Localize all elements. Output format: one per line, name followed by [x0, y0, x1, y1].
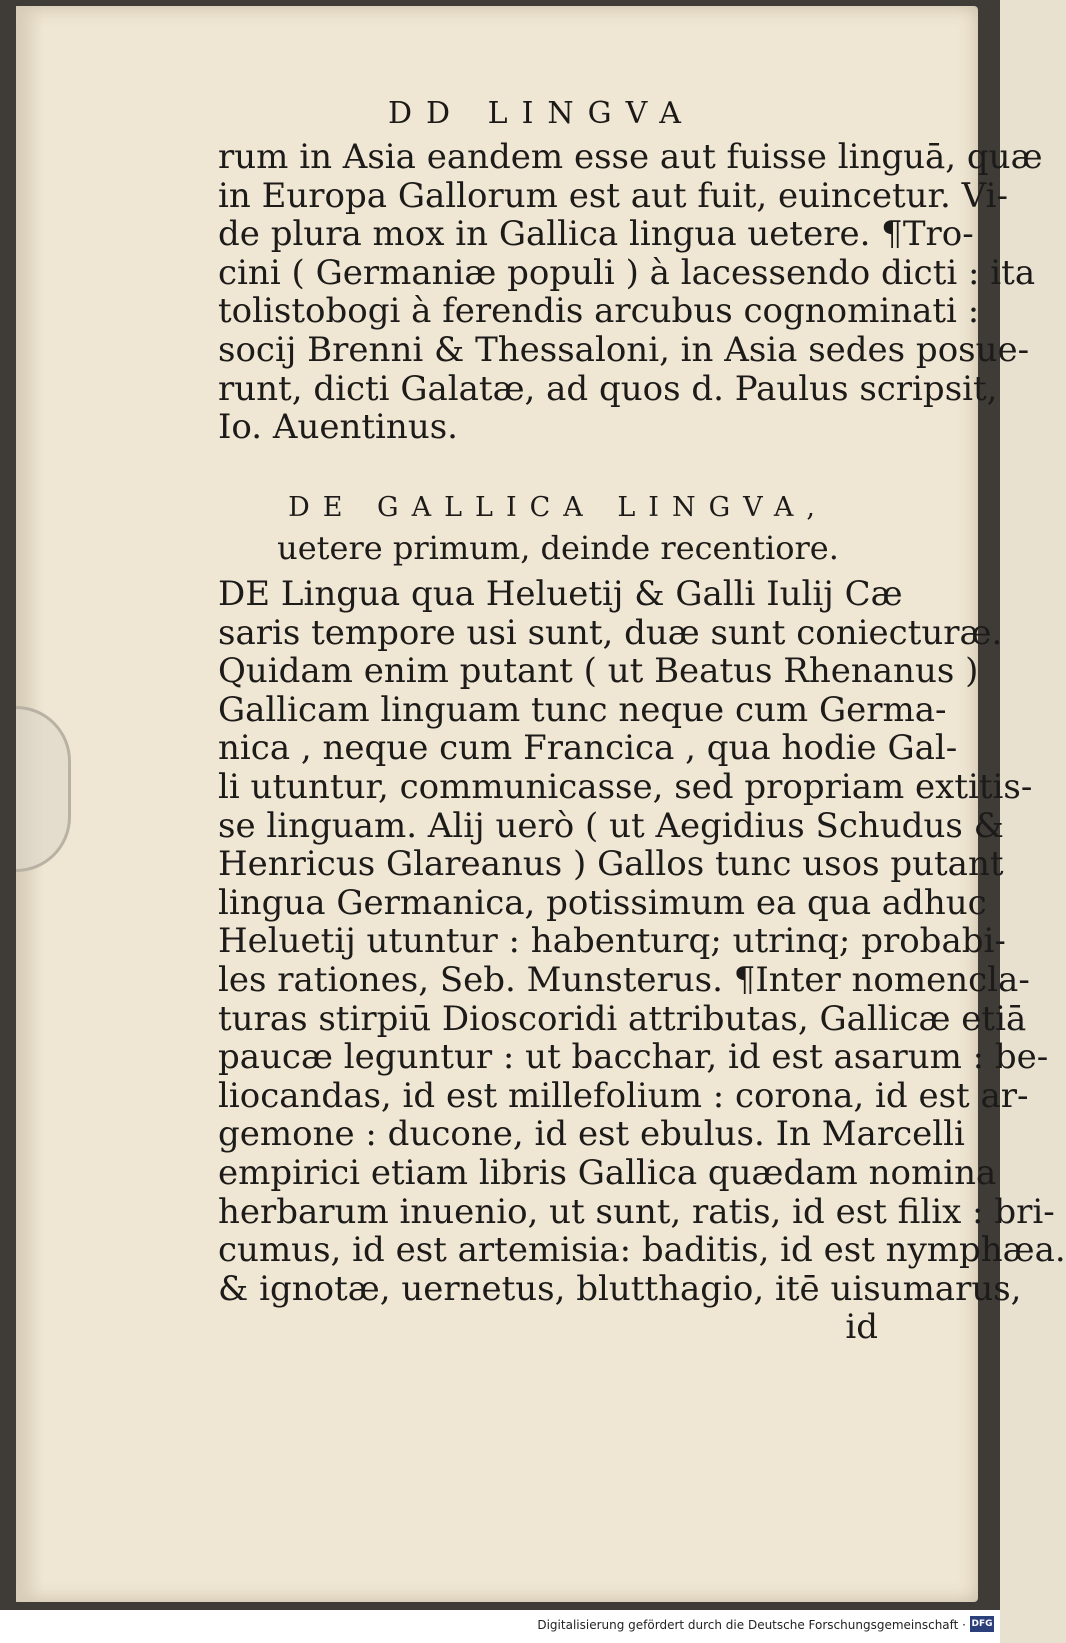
text-line: se linguam. Alij uerò ( ut Aegidius Schudus & [218, 805, 1004, 846]
text-line: Io. Auentinus. [218, 407, 458, 448]
section-heading-caps: DE GALLICA LINGVA, [288, 492, 828, 523]
paragraph-1 [218, 137, 1043, 448]
text-line: gemone : ducone, id est ebulus. In Marcelli [218, 1114, 965, 1155]
paragraph-2 [218, 574, 1066, 1348]
text-line: de plura mox in Gallica lingua uetere. ¶Tro- [218, 214, 974, 255]
text-line: li utuntur, communicasse, sed propriam extitis- [218, 766, 1033, 807]
section-heading [218, 488, 898, 568]
text-line: rum in Asia eandem esse aut fuisse linguā, quæ [218, 137, 1043, 177]
text-line: tolistobogi à ferendis arcubus cognominati : [218, 291, 980, 332]
text-line: Gallicam linguam tunc neque cum Germa- [218, 689, 947, 730]
text-line: les rationes, Seb. Munsterus. ¶Inter nomencla- [218, 959, 1030, 1000]
text-line: herbarum inuenio, ut sunt, ratis, id est filix : bri- [218, 1191, 1055, 1232]
text-line: Heluetij utuntur : habenturq; utrinq; probabi- [218, 921, 1006, 962]
text-line: cumus, id est artemisia: baditis, id est nymphæa. [218, 1230, 1066, 1271]
text-line: Henricus Glareanus ) Gallos tunc usos putant [218, 844, 1004, 885]
text-line: lingua Germanica, potissimum ea qua adhuc [218, 882, 987, 923]
catchword: id [845, 1307, 878, 1348]
funding-credit: Digitalisierung gefördert durch die Deutsche Forschungsgemeinschaft · [537, 1618, 966, 1632]
text-line: DE Lingua qua Heluetij & Galli Iulij Cæ [218, 574, 903, 614]
text-line: turas stirpiū Dioscoridi attributas, Gallicæ etiā [218, 998, 1027, 1039]
text-line: saris tempore usi sunt, duæ sunt coniecturæ. [218, 612, 1003, 653]
footer-bar [0, 1610, 1000, 1643]
running-head: DD LINGVA [388, 96, 695, 131]
text-line: socij Brenni & Thessaloni, in Asia sedes posue- [218, 329, 1030, 370]
text-line: paucæ leguntur : ut bacchar, id est asarum : be- [218, 1037, 1049, 1078]
text-line: cini ( Germaniæ populi ) à lacessendo dicti : ita [218, 252, 1036, 293]
text-line: in Europa Gallorum est aut fuit, euincetur. Vi- [218, 175, 1008, 216]
section-heading-subtitle: uetere primum, deinde recentiore. [277, 529, 839, 567]
text-line: runt, dicti Galatæ, ad quos d. Paulus scripsit, [218, 368, 998, 409]
page-clasp [16, 706, 71, 872]
dfg-logo-icon: DFG [970, 1616, 994, 1632]
text-line: nica , neque cum Francica , qua hodie Gal- [218, 728, 958, 769]
text-line: Quidam enim putant ( ut Beatus Rhenanus ) [218, 651, 979, 692]
text-line: & ignotæ, uernetus, blutthagio, itē uisumarus, [218, 1268, 1022, 1309]
text-line: empirici etiam libris Gallica quædam nomina [218, 1152, 997, 1193]
text-line: liocandas, id est millefolium : corona, id est ar- [218, 1075, 1029, 1116]
